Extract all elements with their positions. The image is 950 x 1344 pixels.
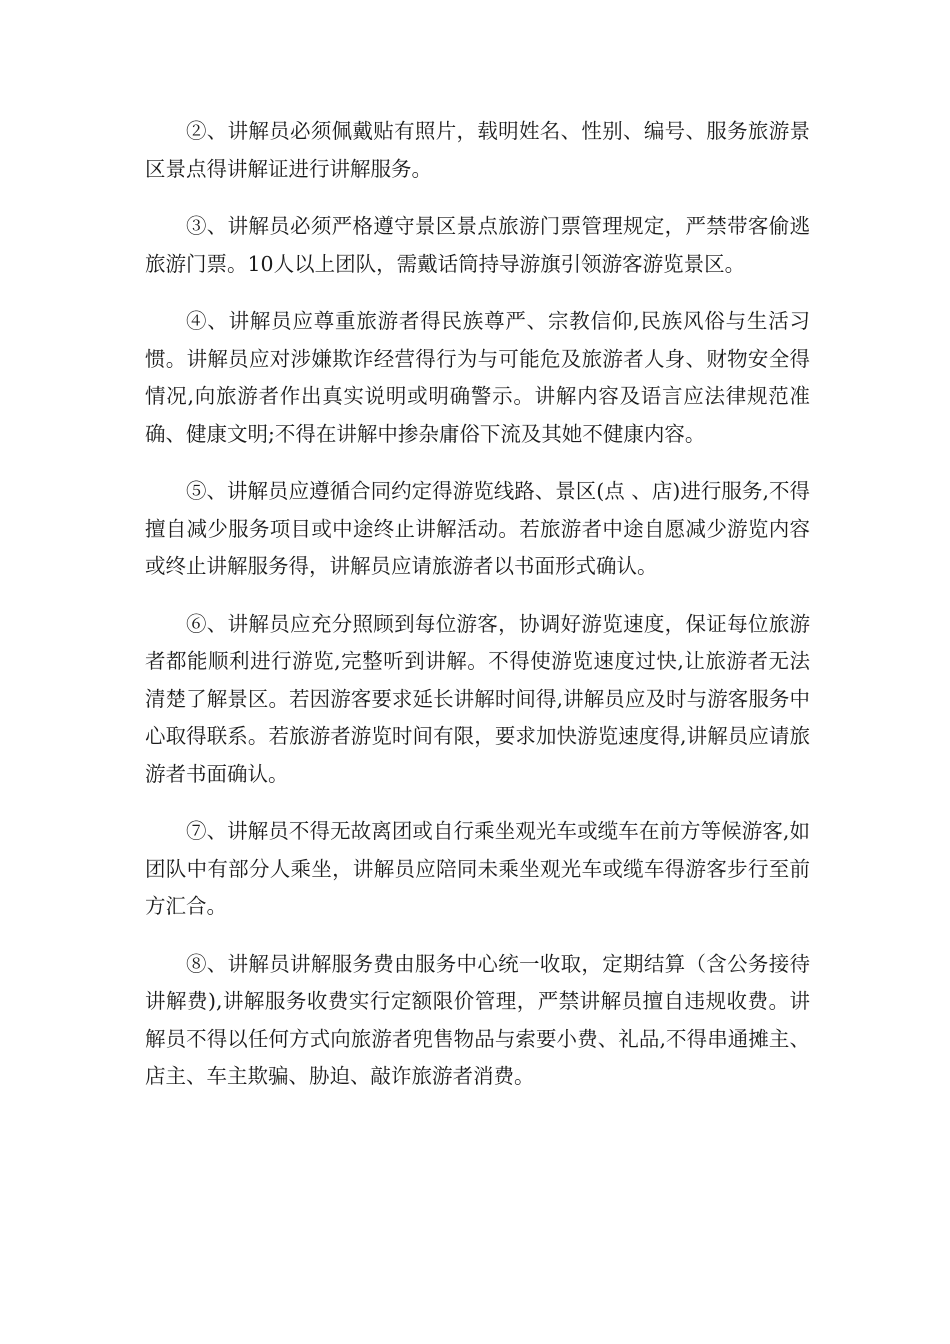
paragraph-rule-4: ④、讲解员应尊重旅游者得民族尊严、宗教信仰,民族风俗与生活习惯。讲解员应对涉嫌欺诈经营得行为与可能危及旅游者人身、财物安全得情况,向旅游者作出真实说明或明确警示。讲解内容及语言应法律规范准确、健康文明;不得在讲解中掺杂庸俗下流及其她不健康内容。 — [145, 309, 810, 446]
paragraph-rule-6: ⑥、讲解员应充分照顾到每位游客，协调好游览速度，保证每位旅游者都能顺利进行游览,完整听到讲解。不得使游览速度过快,让旅游者无法清楚了解景区。若因游客要求延长讲解时间得,讲解员应及时与游客服务中心取得联系。若旅游者游览时间有限，要求加快游览速度得,讲解员应请旅游者书面确认。 — [145, 611, 810, 786]
paragraph-rule-2: ②、讲解员必须佩戴贴有照片，载明姓名、性别、编号、服务旅游景区景点得讲解证进行讲解服务。 — [145, 119, 810, 181]
paragraph-rule-8: ⑧、讲解员讲解服务费由服务中心统一收取，定期结算（含公务接待讲解费),讲解服务收费实行定额限价管理，严禁讲解员擅自违规收费。讲解员不得以任何方式向旅游者兜售物品与索要小费、礼品,不得串通摊主、店主、车主欺骗、胁迫、敲诈旅游者消费。 — [145, 951, 810, 1088]
paragraph-rule-7: ⑦、讲解员不得无故离团或自行乘坐观光车或缆车在前方等候游客,如团队中有部分人乘坐，讲解员应陪同未乘坐观光车或缆车得游客步行至前方汇合。 — [145, 819, 810, 918]
paragraph-rule-3: ③、讲解员必须严格遵守景区景点旅游门票管理规定，严禁带客偷逃旅游门票。10人以上团队，需戴话筒持导游旗引领游客游览景区。 — [145, 214, 810, 276]
paragraph-rule-5: ⑤、讲解员应遵循合同约定得游览线路、景区(点 、店)进行服务,不得擅自减少服务项目或中途终止讲解活动。若旅游者中途自愿减少游览内容或终止讲解服务得，讲解员应请旅游者以书面形式确认。 — [145, 479, 810, 578]
document-body — [145, 113, 810, 1116]
